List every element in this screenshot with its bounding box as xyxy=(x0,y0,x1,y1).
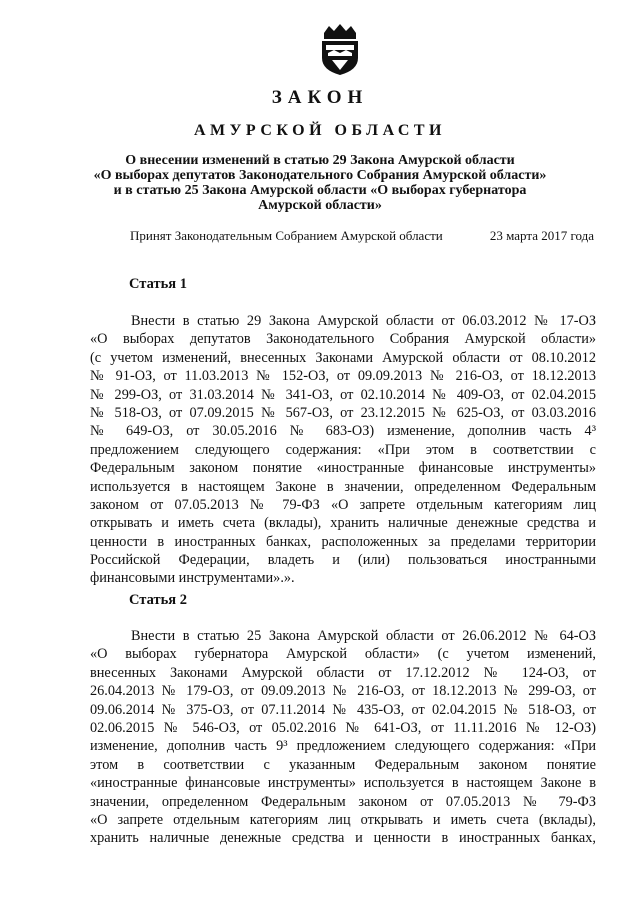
paragraph-line: 26.04.2013 № 179-ОЗ, от 09.09.2013 № 216-ОЗ, от 18.12.2013 № 299-ОЗ, от xyxy=(90,683,596,700)
coat-of-arms-emblem xyxy=(318,20,362,76)
paragraph-line: значении, определенном Федеральным законом от 07.05.2013 № 79-ФЗ xyxy=(90,793,596,810)
subject-line: Амурской области» xyxy=(258,198,382,213)
paragraph-line: внесенных Законами Амурской области от 17.12.2012 № 124-ОЗ, от xyxy=(90,664,596,681)
paragraph-line: № 91-ОЗ, от 11.03.2013 № 152-ОЗ, от 09.09.2013 № 216-ОЗ, от 18.12.2013 xyxy=(90,368,596,385)
paragraph-line: предложением следующего содержания: «При этом в соответствии с xyxy=(90,441,596,458)
paragraph-line: Российской Федерации, владеть и (или) пользоваться иностранными xyxy=(90,552,596,569)
region-name: АМУРСКОЙ ОБЛАСТИ xyxy=(194,122,446,139)
paragraph-line: «О выборах депутатов Законодательного Собрания Амурской области» xyxy=(90,331,596,348)
article-1-text xyxy=(90,312,596,588)
law-subject xyxy=(70,153,570,213)
paragraph-line: 02.06.2015 № 546-ОЗ, от 05.02.2016 № 641-ОЗ, от 11.11.2016 № 12-ОЗ) xyxy=(90,719,596,736)
paragraph-line: финансовыми инструментами».». xyxy=(90,570,295,587)
paragraph-line: (с учетом изменений, внесенных Законами Амурской области от 08.10.2012 xyxy=(90,349,596,366)
paragraph-line: изменение, дополнив часть 9³ предложением следующего содержания: «При xyxy=(90,738,596,755)
adopted-by: Принят Законодательным Собранием Амурской области xyxy=(130,228,443,243)
paragraph-line: ценности в иностранных банках, расположенных за пределами территории xyxy=(90,533,596,550)
paragraph-line: «О выборах губернатора Амурской области» (с учетом изменений, xyxy=(90,646,596,663)
article-2-text xyxy=(90,627,596,848)
paragraph-line: № 299-ОЗ, от 31.03.2014 № 341-ОЗ, от 02.10.2014 № 409-ОЗ, от 02.04.2015 xyxy=(90,386,596,403)
paragraph-line: законом от 07.05.2013 № 79-ФЗ «О запрете отдельным категориям лиц xyxy=(90,496,596,513)
adopted-date: 23 марта 2017 года xyxy=(489,228,594,243)
adoption-line xyxy=(130,228,594,244)
paragraph-line: Федеральным законом понятие «иностранные финансовые инструменты» xyxy=(90,460,596,477)
paragraph-line: № 518-ОЗ, от 07.09.2015 № 567-ОЗ, от 23.12.2015 № 625-ОЗ, от 03.03.2016 xyxy=(90,404,596,421)
subject-line: «О выборах депутатов Законодательного Собрания Амурской области» xyxy=(93,168,547,183)
article-2-heading: Статья 2 xyxy=(129,592,187,608)
subject-line: О внесении изменений в статью 29 Закона Амурской области xyxy=(125,153,515,168)
paragraph-line: Внести в статью 29 Закона Амурской области от 06.03.2012 № 17-ОЗ xyxy=(131,313,596,329)
document-title: ЗАКОН xyxy=(271,87,369,108)
paragraph-line: 09.06.2014 № 375-ОЗ, от 07.11.2014 № 435-ОЗ, от 02.04.2015 № 518-ОЗ, от xyxy=(90,701,596,718)
paragraph-line: «О запрете отдельным категориям лиц открывать и иметь счета (вклады), xyxy=(90,811,596,828)
paragraph-line: Внести в статью 25 Закона Амурской области от 26.06.2012 № 64-ОЗ xyxy=(131,628,596,644)
subject-line: и в статью 25 Закона Амурской области «О выборах губернатора xyxy=(113,183,527,198)
paragraph-line: № 649-ОЗ, от 30.05.2016 № 683-ОЗ) изменение, дополнив часть 4³ xyxy=(90,423,596,440)
paragraph-line: хранить наличные денежные средства и ценности в иностранных банках, xyxy=(90,830,596,847)
paragraph-line: этом в соответствии с указанным Федеральным законом понятие xyxy=(90,756,596,773)
paragraph-line: «иностранные финансовые инструменты» используется в настоящем Законе в xyxy=(90,775,596,792)
paragraph-line: открывать и иметь счета (вклады), хранить наличные денежные средства и xyxy=(90,515,596,532)
article-1-heading: Статья 1 xyxy=(129,276,187,292)
paragraph-line: используется в настоящем Законе в значении, определенном Федеральным xyxy=(90,478,596,495)
